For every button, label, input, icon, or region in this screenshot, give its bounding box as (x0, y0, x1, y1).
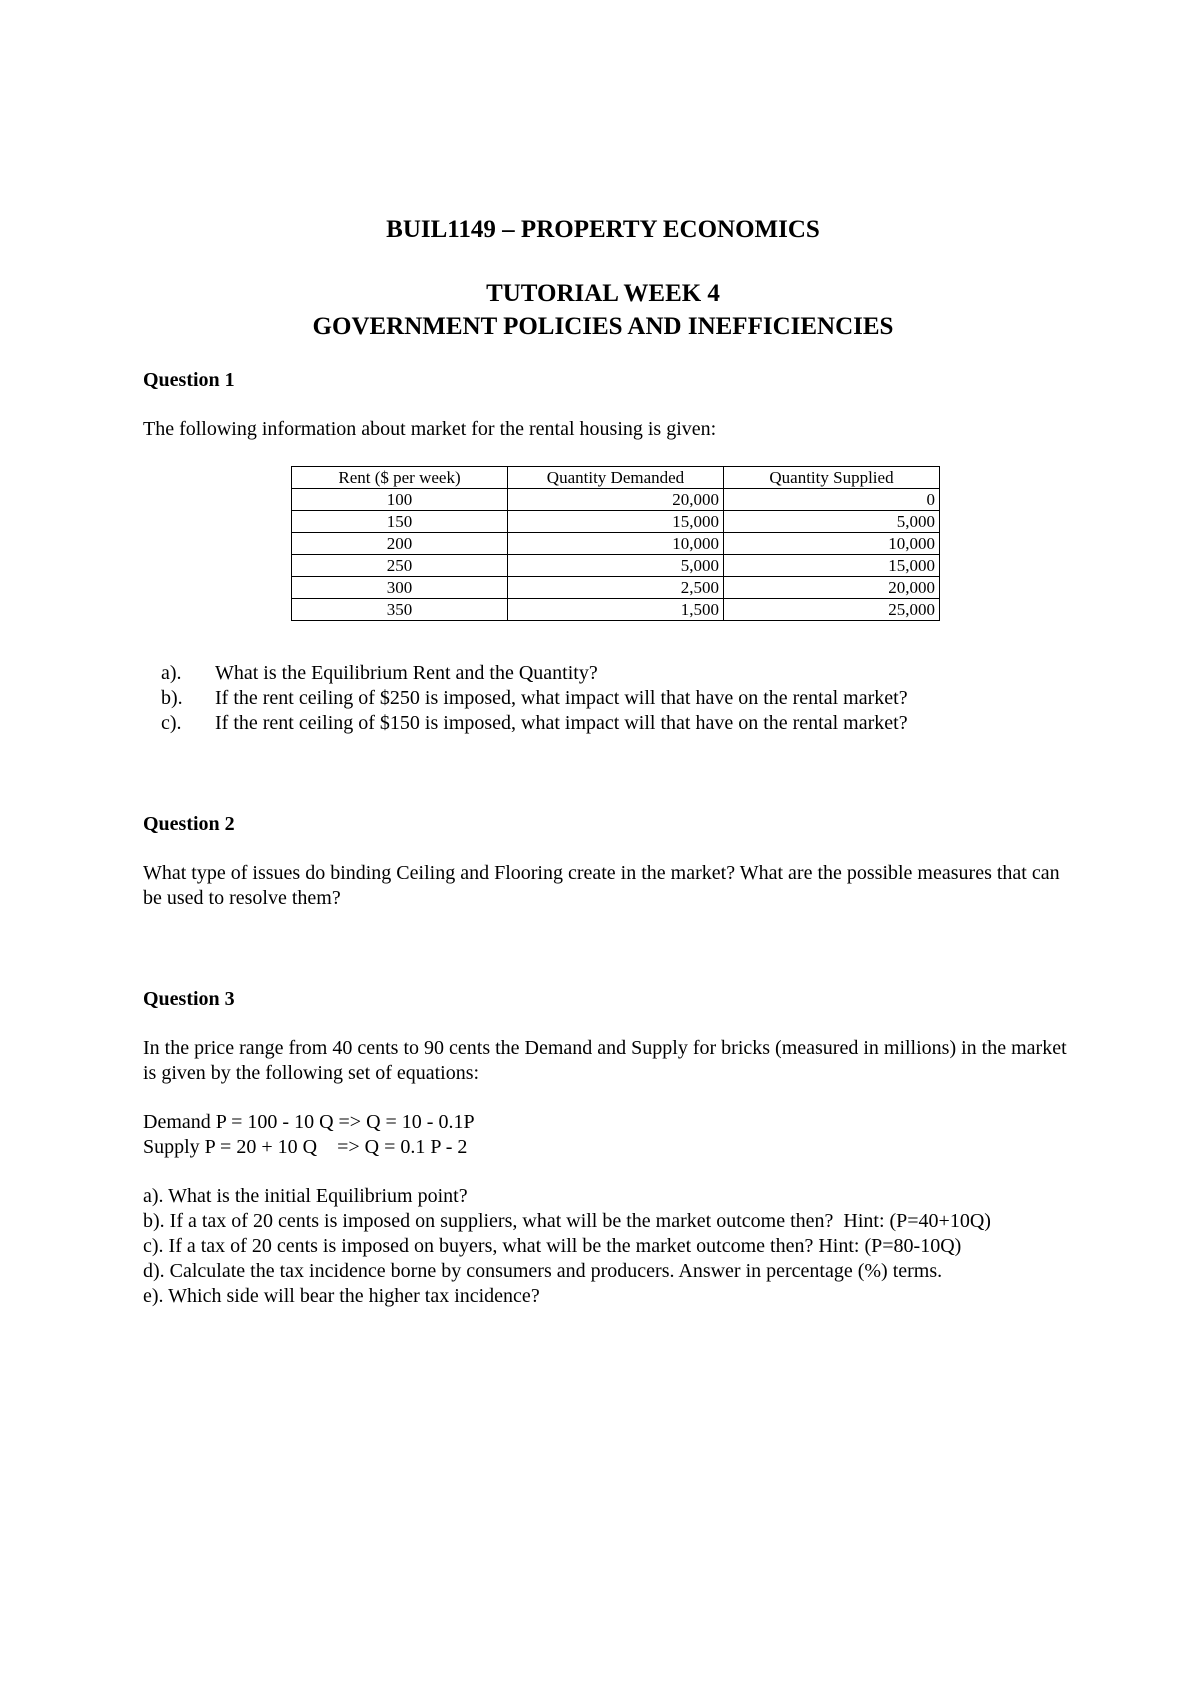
question-3a: a). What is the initial Equilibrium point? (143, 1185, 468, 1207)
question-1a-text: What is the Equilibrium Rent and the Quantity? (215, 662, 598, 684)
question-3c: c). If a tax of 20 cents is imposed on buyers, what will be the market outcome then? Hint: (P=80-10Q) (143, 1235, 962, 1257)
table-cell-demanded: 20,000 (508, 489, 724, 511)
table-row (292, 489, 940, 511)
table-cell-supplied: 20,000 (724, 577, 940, 599)
table-header-supplied: Quantity Supplied (724, 467, 940, 489)
table-cell-rent: 150 (292, 511, 508, 533)
question-1-intro: The following information about market for the rental housing is given: (143, 418, 717, 440)
question-1c (161, 711, 908, 736)
table-cell-demanded: 5,000 (508, 555, 724, 577)
table-header-demanded: Quantity Demanded (508, 467, 724, 489)
table-cell-supplied: 25,000 (724, 599, 940, 621)
table-cell-demanded: 1,500 (508, 599, 724, 621)
question-1c-text: If the rent ceiling of $150 is imposed, what impact will that have on the rental market? (215, 712, 908, 734)
tutorial-title: TUTORIAL WEEK 4 (486, 280, 720, 307)
question-3-heading: Question 3 (143, 988, 235, 1010)
table-cell-demanded: 2,500 (508, 577, 724, 599)
table-cell-supplied: 10,000 (724, 533, 940, 555)
table-row (292, 599, 940, 621)
question-1-heading: Question 1 (143, 369, 235, 391)
question-3b: b). If a tax of 20 cents is imposed on suppliers, what will be the market outcome then? Hint: (P=40+10Q) (143, 1210, 991, 1232)
table-row (292, 555, 940, 577)
table-header-row (292, 467, 940, 489)
question-1b (161, 686, 908, 711)
table-header-rent: Rent ($ per week) (292, 467, 508, 489)
table-row (292, 511, 940, 533)
table-cell-supplied: 15,000 (724, 555, 940, 577)
demand-equation: Demand P = 100 - 10 Q => Q = 10 - 0.1P (143, 1111, 475, 1133)
question-1b-label: b). (161, 687, 183, 709)
question-3d: d). Calculate the tax incidence borne by consumers and producers. Answer in percentage (%) terms. (143, 1260, 943, 1282)
table-cell-rent: 350 (292, 599, 508, 621)
table-cell-rent: 200 (292, 533, 508, 555)
table-cell-rent: 250 (292, 555, 508, 577)
table-cell-demanded: 10,000 (508, 533, 724, 555)
table-cell-supplied: 5,000 (724, 511, 940, 533)
question-1b-text: If the rent ceiling of $250 is imposed, what impact will that have on the rental market? (215, 687, 908, 709)
table-row (292, 577, 940, 599)
table-cell-rent: 300 (292, 577, 508, 599)
question-1c-label: c). (161, 712, 182, 734)
course-title: BUIL1149 – PROPERTY ECONOMICS (386, 216, 820, 243)
supply-equation: Supply P = 20 + 10 Q => Q = 0.1 P - 2 (143, 1136, 468, 1158)
question-3e: e). Which side will bear the higher tax incidence? (143, 1285, 540, 1307)
question-2-heading: Question 2 (143, 813, 235, 835)
question-1a (161, 661, 598, 686)
topic-title: GOVERNMENT POLICIES AND INEFFICIENCIES (312, 313, 894, 340)
question-3-intro: In the price range from 40 cents to 90 cents the Demand and Supply for bricks (measured in millions) in the market is given by the following set of equations: (143, 1037, 1067, 1084)
table-cell-rent: 100 (292, 489, 508, 511)
table-cell-supplied: 0 (724, 489, 940, 511)
table-row (292, 533, 940, 555)
document-page (143, 0, 1083, 1698)
table-cell-demanded: 15,000 (508, 511, 724, 533)
question-1a-label: a). (161, 662, 182, 684)
rent-table (291, 466, 940, 621)
question-2-text: What type of issues do binding Ceiling and Flooring create in the market? What are the possible measures that can be used to resolve them? (143, 862, 1060, 909)
